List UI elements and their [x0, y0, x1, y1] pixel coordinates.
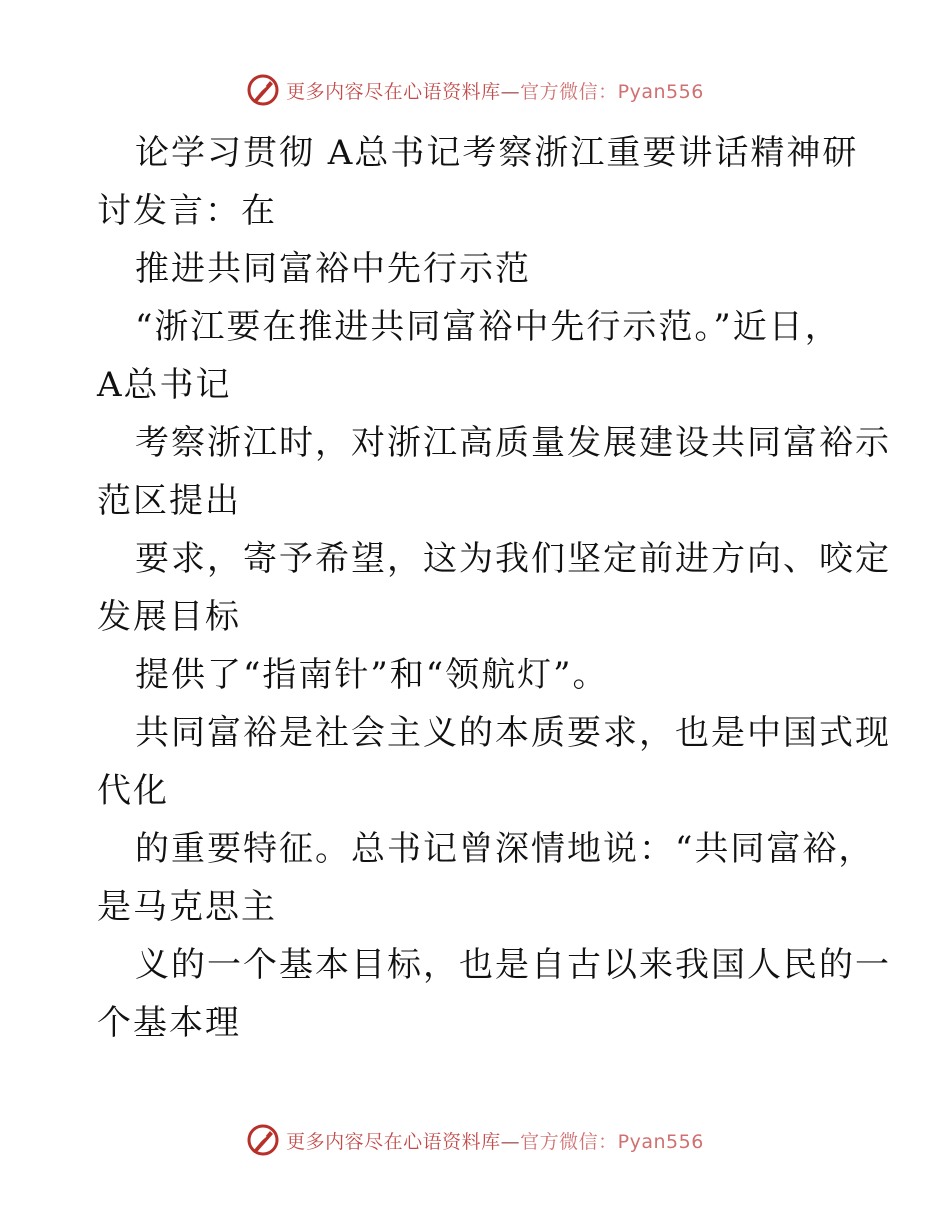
doc-line: 要求，寄予希望，这为我们坚定前进方向、咬定: [135, 539, 891, 579]
footer-banner-separator: —: [500, 1130, 521, 1153]
footer-banner: [0, 1120, 950, 1160]
doc-line: 的重要特征。总书记曾深情地说：“共同富裕，: [135, 829, 875, 869]
header-banner-title: 更多内容尽在心语资料库: [286, 80, 501, 103]
header-banner-separator: —: [500, 80, 521, 103]
header-banner-contact: 官方微信：Pyan556: [520, 80, 704, 103]
footer-banner-contact: 官方微信：Pyan556: [520, 1130, 704, 1153]
doc-line: 考察浙江时，对浙江高质量发展建设共同富裕示: [135, 423, 891, 463]
doc-line: 是马克思主: [97, 887, 277, 927]
doc-line: 讨发言：在: [97, 191, 277, 231]
doc-line: 个基本理: [97, 1003, 241, 1043]
doc-line: A总书记: [97, 365, 232, 405]
doc-line: 代化: [97, 771, 169, 811]
footer-banner-text: [286, 1127, 704, 1154]
header-banner-text: [286, 77, 704, 104]
footer-banner-title: 更多内容尽在心语资料库: [286, 1130, 501, 1153]
doc-line: 共同富裕是社会主义的本质要求，也是中国式现: [135, 713, 891, 753]
doc-line: 发展目标: [97, 597, 241, 637]
doc-line: “浙江要在推进共同富裕中先行示范。”近日，: [135, 307, 841, 347]
doc-line: 提供了“指南针”和“领航灯”。: [135, 655, 609, 695]
header-banner: [0, 70, 950, 110]
doc-line: 论学习贯彻 A总书记考察浙江重要讲话精神研: [135, 133, 859, 173]
doc-line: 义的一个基本目标，也是自古以来我国人民的一: [135, 945, 891, 985]
doc-line: 范区提出: [97, 481, 241, 521]
document-body: [97, 124, 891, 1052]
quill-logo-icon: [246, 1123, 280, 1157]
doc-line: 推进共同富裕中先行示范: [135, 249, 531, 289]
quill-logo-icon: [246, 73, 280, 107]
